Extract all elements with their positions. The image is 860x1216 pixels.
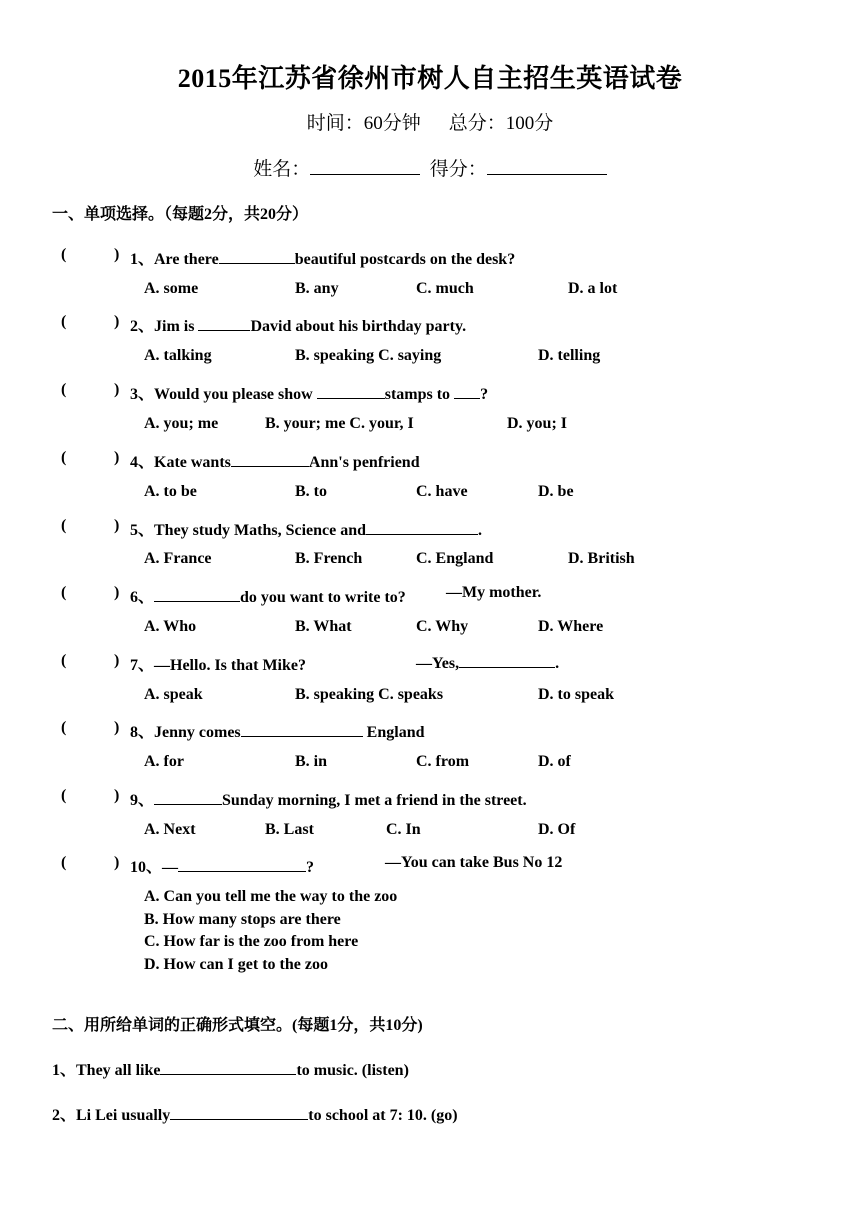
answer-paren-open: ( bbox=[61, 787, 67, 804]
option-a[interactable]: A. talking bbox=[144, 347, 212, 364]
option-b[interactable]: B. How many stops are there bbox=[144, 910, 341, 928]
option-d[interactable]: D. Where bbox=[538, 618, 604, 635]
question-6-options bbox=[0, 618, 860, 642]
option-c[interactable]: C. much bbox=[416, 280, 474, 297]
question-7 bbox=[0, 652, 860, 676]
question-3 bbox=[0, 381, 860, 405]
option-b-c[interactable]: B. speaking C. saying bbox=[295, 347, 442, 364]
option-a[interactable]: A. some bbox=[144, 280, 199, 297]
option-d[interactable]: D. telling bbox=[538, 347, 601, 364]
question-stem: 4、Kate wants Ann's penfriend bbox=[130, 449, 420, 472]
answer-blank[interactable] bbox=[317, 383, 385, 399]
question-9 bbox=[0, 787, 860, 811]
total-score-label: 总分：100分 bbox=[448, 113, 554, 134]
name-label: 姓名： bbox=[253, 159, 311, 180]
answer-paren-open: ( bbox=[61, 584, 67, 601]
reply-text: —Yes, . bbox=[416, 652, 559, 673]
exam-title: 2015年江苏省徐州市树人自主招生英语试卷 bbox=[177, 64, 683, 93]
answer-blank-2[interactable] bbox=[454, 383, 480, 399]
question-4 bbox=[0, 449, 860, 473]
question-5 bbox=[0, 517, 860, 541]
time-label: 时间：60分钟 bbox=[306, 113, 421, 134]
answer-blank[interactable] bbox=[154, 789, 222, 805]
answer-blank[interactable] bbox=[366, 519, 478, 535]
option-b-c[interactable]: B. speaking C. speaks bbox=[295, 686, 444, 703]
section2-heading: 二、用所给单词的正确形式填空。(每题1分，共10分) bbox=[52, 1017, 423, 1034]
option-d[interactable]: D. a lot bbox=[568, 280, 618, 297]
answer-blank[interactable] bbox=[219, 248, 295, 264]
option-a[interactable]: A. Can you tell me the way to the zoo bbox=[144, 888, 398, 905]
answer-paren-open: ( bbox=[61, 313, 67, 330]
answer-paren-close: ) bbox=[114, 449, 120, 466]
option-c[interactable]: C. have bbox=[416, 483, 468, 500]
question-stem: 1、Are there beautiful postcards on the desk? bbox=[130, 246, 515, 269]
answer-paren-close: ) bbox=[114, 854, 120, 871]
answer-blank[interactable] bbox=[160, 1059, 296, 1075]
answer-paren-open: ( bbox=[61, 381, 67, 398]
answer-blank[interactable] bbox=[231, 451, 309, 467]
answer-blank[interactable] bbox=[459, 652, 555, 668]
option-a[interactable]: A. Next bbox=[144, 821, 196, 838]
answer-paren-close: ) bbox=[114, 719, 120, 736]
question-5-options bbox=[0, 550, 860, 574]
question-stem: 3、Would you please show stamps to ? bbox=[130, 381, 488, 404]
option-d[interactable]: D. Of bbox=[538, 821, 576, 838]
option-a[interactable]: A. France bbox=[144, 550, 212, 567]
name-blank[interactable] bbox=[310, 158, 420, 175]
answer-blank[interactable] bbox=[178, 856, 306, 872]
question-stem: 9、 Sunday morning, I met a friend in the street. bbox=[130, 787, 527, 810]
answer-paren-close: ) bbox=[114, 787, 120, 804]
question-2-options bbox=[0, 347, 860, 371]
answer-paren-close: ) bbox=[114, 381, 120, 398]
question-stem: 6、 do you want to write to? bbox=[130, 584, 406, 607]
answer-paren-open: ( bbox=[61, 652, 67, 669]
option-c[interactable]: C. In bbox=[386, 821, 421, 838]
answer-paren-close: ) bbox=[114, 652, 120, 669]
option-d[interactable]: D. of bbox=[538, 753, 571, 770]
question-8 bbox=[0, 719, 860, 743]
question-6 bbox=[0, 584, 860, 608]
answer-paren-close: ) bbox=[114, 517, 120, 534]
answer-paren-open: ( bbox=[61, 517, 67, 534]
answer-paren-open: ( bbox=[61, 246, 67, 263]
answer-blank[interactable] bbox=[170, 1104, 308, 1120]
option-c[interactable]: C. How far is the zoo from here bbox=[144, 933, 359, 951]
answer-paren-close: ) bbox=[114, 313, 120, 330]
option-a[interactable]: A. to be bbox=[144, 483, 197, 500]
answer-blank[interactable] bbox=[241, 721, 363, 737]
fill-item-2: 2、Li Lei usually to school at 7: 10. (go) bbox=[52, 1102, 458, 1125]
question-2 bbox=[0, 313, 860, 337]
option-b[interactable]: B. any bbox=[295, 280, 339, 297]
answer-blank[interactable] bbox=[198, 315, 250, 331]
question-10-options bbox=[144, 886, 397, 977]
name-score-line bbox=[0, 154, 860, 181]
question-3-options bbox=[0, 415, 860, 439]
option-a[interactable]: A. Who bbox=[144, 618, 197, 635]
question-stem: 7、—Hello. Is that Mike? bbox=[130, 657, 306, 674]
section1-heading: 一、单项选择。（每题2分，共20分） bbox=[52, 206, 309, 223]
points-label: 得分： bbox=[429, 159, 487, 180]
option-b[interactable]: B. in bbox=[295, 753, 328, 770]
option-b[interactable]: B. to bbox=[295, 483, 327, 500]
option-c[interactable]: C. from bbox=[416, 753, 470, 770]
option-d[interactable]: D. be bbox=[538, 483, 574, 500]
reply-text: —My mother. bbox=[446, 584, 542, 601]
answer-paren-open: ( bbox=[61, 719, 67, 736]
option-b[interactable]: B. What bbox=[295, 618, 352, 635]
option-b[interactable]: B. Last bbox=[265, 821, 314, 838]
answer-paren-open: ( bbox=[61, 854, 67, 871]
time-score-line bbox=[0, 108, 860, 135]
option-a[interactable]: A. speak bbox=[144, 686, 203, 703]
option-c[interactable]: C. England bbox=[416, 550, 494, 567]
option-d[interactable]: D. to speak bbox=[538, 686, 615, 703]
option-d[interactable]: D. How can I get to the zoo bbox=[144, 956, 328, 974]
question-stem: 5、They study Maths, Science and . bbox=[130, 517, 482, 540]
option-d[interactable]: D. British bbox=[568, 550, 635, 567]
option-c[interactable]: C. Why bbox=[416, 618, 469, 635]
question-7-options bbox=[0, 686, 860, 710]
answer-paren-close: ) bbox=[114, 584, 120, 601]
fill-item-1: 1、They all like to music. (listen) bbox=[52, 1057, 409, 1080]
option-b[interactable]: B. French bbox=[295, 550, 363, 567]
option-a[interactable]: A. for bbox=[144, 753, 184, 770]
answer-paren-open: ( bbox=[61, 449, 67, 466]
question-stem: 2、Jim is David about his birthday party. bbox=[130, 313, 466, 336]
question-stem: 8、Jenny comes England bbox=[130, 719, 424, 742]
question-9-options bbox=[0, 821, 860, 845]
reply-text: —You can take Bus No 12 bbox=[385, 854, 563, 871]
question-stem: 10、— ? bbox=[130, 854, 314, 877]
answer-paren-close: ) bbox=[114, 246, 120, 263]
question-1 bbox=[0, 246, 860, 270]
question-8-options bbox=[0, 753, 860, 777]
question-10 bbox=[0, 854, 860, 878]
option-a[interactable]: A. you; me bbox=[144, 415, 219, 432]
points-blank[interactable] bbox=[487, 158, 607, 175]
answer-blank[interactable] bbox=[154, 586, 240, 602]
question-1-options bbox=[0, 280, 860, 304]
option-d[interactable]: D. you; I bbox=[507, 415, 568, 432]
question-4-options bbox=[0, 483, 860, 507]
option-b-c[interactable]: B. your; me C. your, I bbox=[265, 415, 414, 432]
